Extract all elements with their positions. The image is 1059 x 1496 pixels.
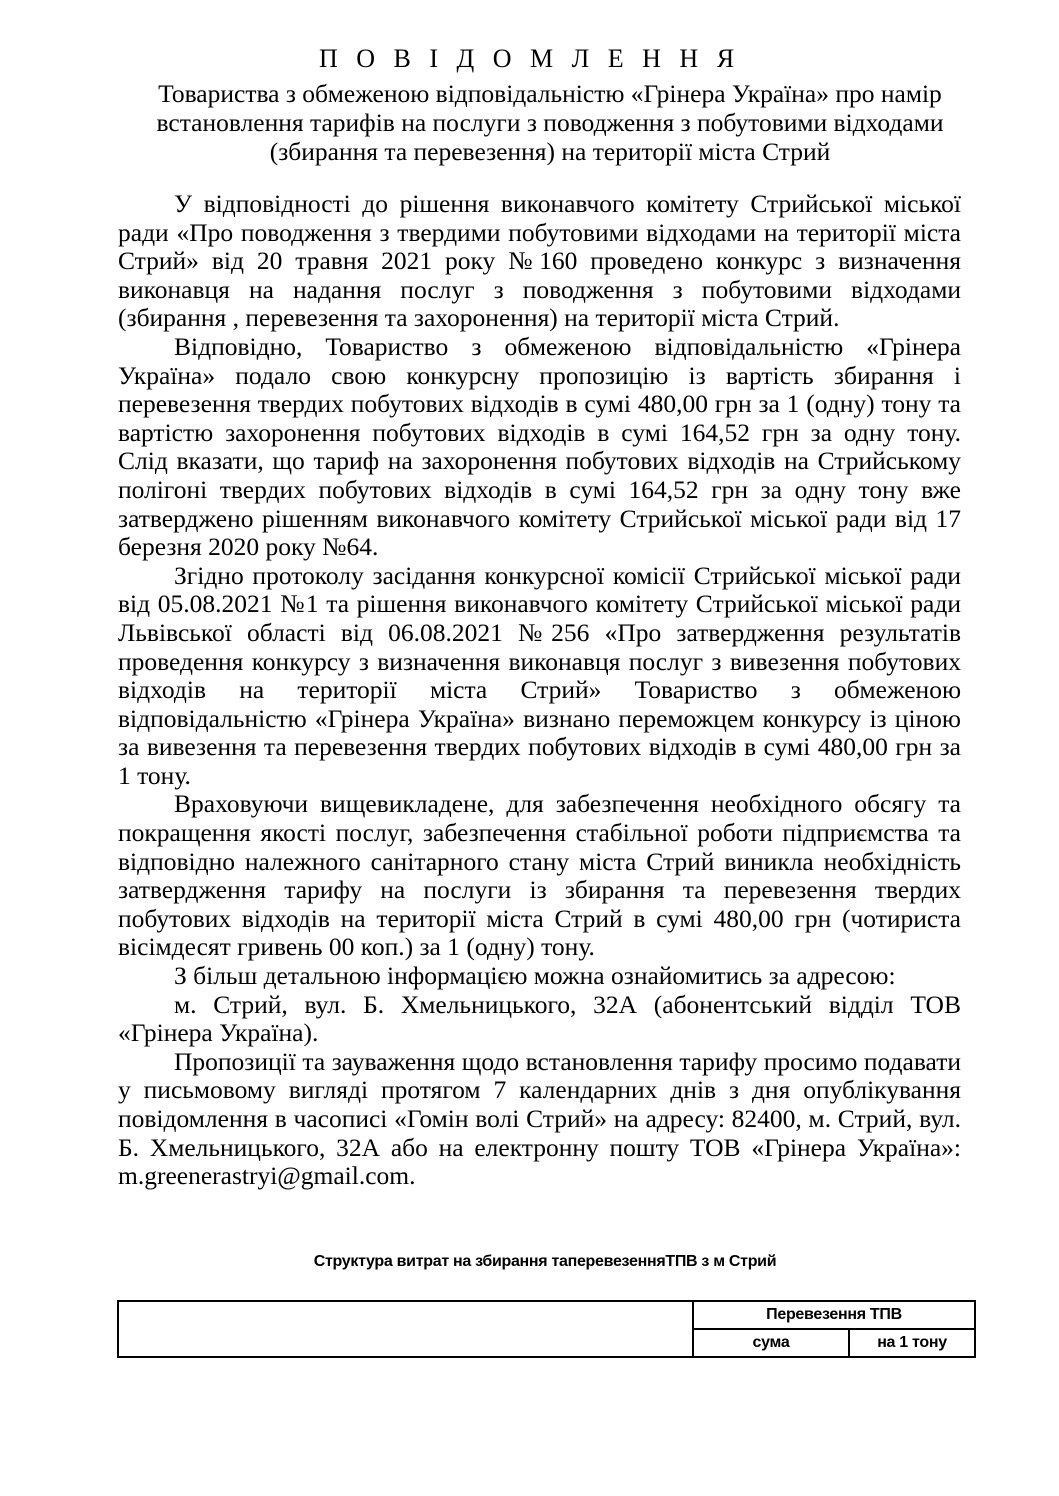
- paragraph-justification: Враховуючи вищевикладене, для забезпечення необхідного обсягу та покращення якості послуг, забезпечення стабільної роботи підприємства та відповідно належного санітарного стану міста Стрий виникла необхідність затвердження тарифу на послуги із збирання та перевезення твердих побутових відходів на території міста Стрий в сумі 480,00 грн (чотириста вісімдесят гривень 00 коп.) за 1 (одну) тону.: [118, 789, 961, 962]
- blank-header-cell: [118, 1301, 693, 1357]
- paragraph-address: м. Стрий, вул. Б. Хмельницького, 32А (абонентський відділ ТОВ «Грінера Україна).: [118, 989, 961, 1048]
- cost-structure-table: [117, 1300, 976, 1358]
- paragraph-protocol: Згідно протоколу засідання конкурсної комісії Стрийської міської ради від 05.08.2021 №1 та рішення виконавчого комітету Стрийської міської ради Львівської області від 06.08.2021 №256 «Про затвердження результатів проведення конкурсу з визначення виконавця послуг з вивезення побутових відходів на території міста Стрий» Товариство з обмеженою відповідальністю «Грінера Україна» визнано переможцем конкурсу із ціною за вивезення та перевезення твердих побутових відходів в сумі 480,00 грн за 1 тону.: [118, 560, 961, 790]
- column-header-sum: сума: [693, 1329, 849, 1357]
- paragraph-info: З більш детальною інформацією можна ознайомитись за адресою:: [174, 961, 896, 991]
- column-header-per-ton: на 1 тону: [849, 1329, 975, 1357]
- document-body: [118, 190, 961, 1191]
- paragraph-proposal: Відповідно, Товариство з обмеженою відповідальністю «Грінера Україна» подало свою конкурсну пропозицію із вартість збирання і перевезення твердих побутових відходів в сумі 480,00 грн за 1 (одну) тону та вартістю захоронення побутових відходів в сумі 164,52 грн за одну тону. Слід вказати, що тариф на захоронення побутових відходів на Стрийському полігоні твердих побутових відходів в сумі 164,52 грн за одну тону вже затверджено рішенням виконавчого комітету Стрийської міської ради від 17 березня 2020 року №64.: [118, 331, 961, 562]
- document-title: П О В І Д О М Л Е Н Н Я: [318, 44, 741, 73]
- paragraph-feedback: Пропозиції та зауваження щодо встановлення тарифу просимо подавати у письмовому вигляді протягом 7 календарних днів з дня опублікування повідомлення в часописі «Гомін волі Стрий» на адресу: 82400, м. Стрий, вул. Б. Хмельницького, 32А або на електронну пошту ТОВ «Грінера Україна»: m.greenerastryi@gmail.com.: [118, 1046, 961, 1191]
- table-header-row: [118, 1301, 975, 1329]
- paragraph-competition: У відповідності до рішення виконавчого комітету Стрийської міської ради «Про поводження з твердими побутовими відходами на території міста Стрий» від 20 травня 2021 року №160 проведено конкурс з визначення виконавця на надання послуг з поводження з побутовими відходами (збирання , перевезення та захоронення) на території міста Стрий.: [118, 189, 961, 333]
- group-header-cell: Перевезення ТПВ: [693, 1301, 975, 1329]
- document-subtitle: Товариства з обмеженою відповідальністю «Грінера Україна» про намір встановлення тарифів на послуги з поводження з побутовими відходами (збирання та перевезення) на території міста Стрий: [156, 79, 944, 166]
- cost-structure-heading: Структура витрат на збирання таперевезенняТПВ з м Стрий: [313, 1253, 777, 1270]
